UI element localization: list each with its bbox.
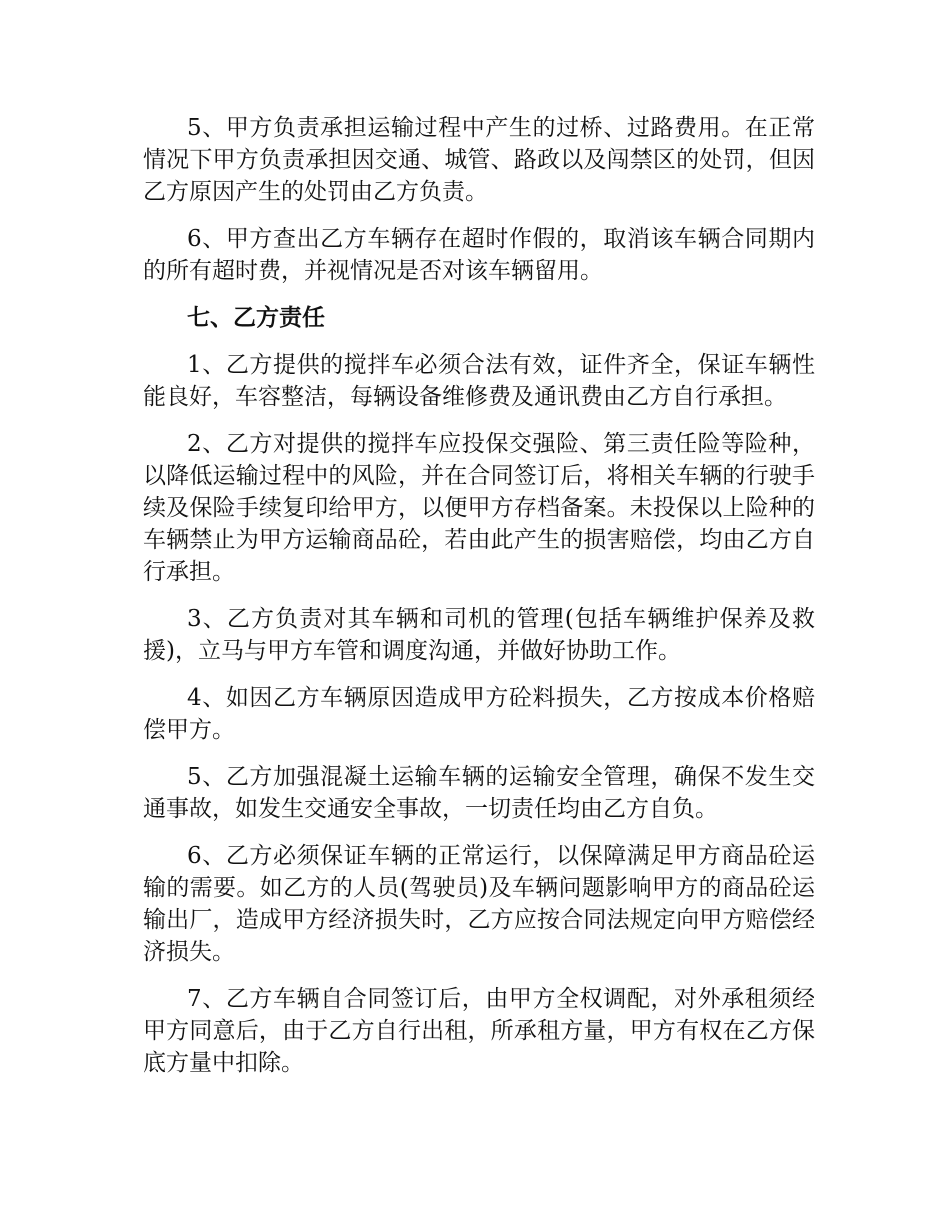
clause-b2: 2、乙方对提供的搅拌车应投保交强险、第三责任险等险种，以降低运输过程中的风险，并在合同签订后，将相关车辆的行驶手续及保险手续复印给甲方，以便甲方存档备案。未投保以上险种的车辆禁止为甲方运输商品砼，若由此产生的损害赔偿，均由乙方自行承担。 xyxy=(143,431,815,585)
clause-a5: 5、甲方负责承担运输过程中产生的过桥、过路费用。在正常情况下甲方负责承担因交通、城管、路政以及闯禁区的处罚，但因乙方原因产生的处罚由乙方负责。 xyxy=(143,115,815,205)
clause-b6: 6、乙方必须保证车辆的正常运行，以保障满足甲方商品砼运输的需要。如乙方的人员(驾驶员)及车辆问题影响甲方的商品砼运输出厂，造成甲方经济损失时，乙方应按合同法规定向甲方赔偿经济损失。 xyxy=(143,843,815,965)
clause-b1: 1、乙方提供的搅拌车必须合法有效，证件齐全，保证车辆性能良好，车容整洁，每辆设备维修费及通讯费由乙方自行承担。 xyxy=(143,352,815,410)
clause-a6: 6、甲方查出乙方车辆存在超时作假的，取消该车辆合同期内的所有超时费，并视情况是否对该车辆留用。 xyxy=(143,226,815,284)
clause-b5: 5、乙方加强混凝土运输车辆的运输安全管理，确保不发生交通事故，如发生交通安全事故，一切责任均由乙方自负。 xyxy=(143,764,815,822)
document-page xyxy=(143,112,815,1094)
clause-b7: 7、乙方车辆自合同签订后，由甲方全权调配，对外承租须经甲方同意后，由于乙方自行出租，所承租方量，甲方有权在乙方保底方量中扣除。 xyxy=(143,986,815,1076)
section-heading: 七、乙方责任 xyxy=(187,304,325,331)
clause-b4: 4、如因乙方车辆原因造成甲方砼料损失，乙方按成本价格赔偿甲方。 xyxy=(143,685,815,743)
clause-b3: 3、乙方负责对其车辆和司机的管理(包括车辆维护保养及救援)，立马与甲方车管和调度沟通，并做好协助工作。 xyxy=(143,606,815,664)
